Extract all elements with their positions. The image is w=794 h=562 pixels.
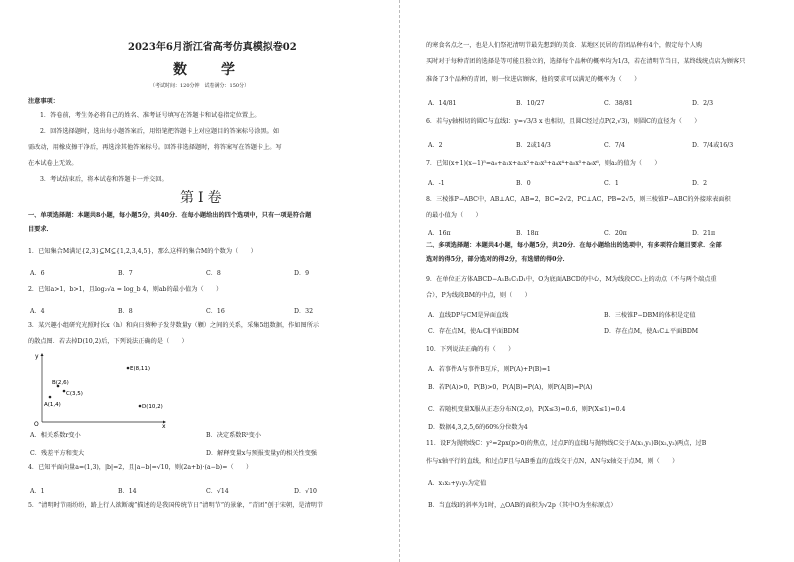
question-8: 的最小值为（ ） — [426, 212, 482, 219]
question-5-start: 5．“清明时节雨纷纷，路上行人欲断魂”描述的是我国传统节日“清明节”的景象，“青团”创于宋朝，是清明节 — [28, 502, 324, 509]
option: C．38/81 — [604, 100, 633, 107]
point-label: E(8,11) — [130, 366, 151, 372]
option: C．7/4 — [604, 142, 625, 149]
question-2: 2．已知a>1，b>1，且log₂√a = log_b 4，则ab的最小值为（ ） — [28, 286, 223, 293]
option: A．相关系数r变小 — [30, 432, 81, 439]
option: D．√10 — [294, 488, 317, 495]
question-11: 作与x轴平行的直线，和过点F且与AB垂直的直线交于点N，AN与x轴交于点M，则（ ） — [426, 458, 679, 465]
option: C．残差平方和变大 — [30, 450, 85, 457]
option: B．当直线l的斜率为1时，△OAB的面积为√2p（其中O为坐标原点） — [428, 502, 617, 509]
scatter-point — [139, 405, 142, 408]
exam-info: （考试时间：120分钟 试卷满分：150分） — [150, 83, 250, 89]
point-label: A(1,4) — [44, 402, 61, 408]
right-page — [400, 0, 794, 562]
part1-heading: 目要求． — [28, 226, 53, 233]
option: A．1 — [30, 488, 45, 495]
option: C．20π — [604, 230, 627, 237]
option: C．存在点M，使A₁C∥平面BDM — [428, 328, 519, 335]
option: A．若事件A与事件B互斥，则P(A)+P(B)=1 — [428, 366, 551, 373]
note-line: 1．答卷前，考生务必将自己的姓名、准考证号填写在答题卡和试卷指定位置上。 — [40, 112, 261, 119]
option: C．16 — [206, 308, 225, 315]
subject-title: 数 学 — [173, 62, 245, 78]
question-4: 4．已知平面向量a=(1,3)，|b|=2，且|a−b|=√10，则(2a+b)·(a−b)=（ ） — [28, 464, 253, 471]
question-1: 1．已知集合M满足{2,3}⊆M⊆{1,2,3,4,5}，那么这样的集合M的个数为（ ） — [28, 248, 257, 255]
question-3: 3．某兴趣小组研究光照时长x（h）和向日葵种子发芽数量y（颗）之间的关系，采集5组数据，作如图所示 — [28, 322, 320, 329]
origin-label: O — [34, 421, 39, 428]
y-axis-label: y — [35, 353, 39, 360]
option: B．若P(A)>0，P(B)>0，P(A|B)=P(A)，则P(A|B)=P(A) — [428, 384, 593, 391]
option: B．决定系数R²变小 — [206, 432, 261, 439]
option: D．2 — [692, 180, 708, 187]
option: A．16π — [428, 230, 451, 237]
exam-title: 2023年6月浙江省高考仿真模拟卷02 — [128, 42, 297, 53]
part2-heading: 选对的得5分，部分选对的得2分，有选错的得0分． — [426, 256, 569, 263]
scatter-point — [127, 367, 130, 370]
scatter-point — [49, 396, 52, 399]
option: D．存在点M，使A₁C⊥平面BDM — [604, 328, 699, 335]
q5-text: 买时对于每种青团的选择是等可能且独立的，选择每个品种的概率均为1/3，若在清明节当日，某终线统点店为顾客只 — [426, 58, 746, 65]
point-label: D(10,2) — [142, 404, 163, 410]
q5-text: 的寒食名点之一，也是人们祭祀清明节最先想到的美食．某地区民居的青团品种有4个，假定每个人购 — [426, 42, 703, 49]
note-line: 2．回答选择题时，选出每小题答案后，用铅笔把答题卡上对应题目的答案标号涂黑。如 — [40, 128, 280, 135]
option: D．32 — [294, 308, 314, 315]
question-11: 11．设F为抛物线C：y²=2px(p>0)的焦点，过点F的直线l与抛物线C交于A(x₁,y₁)B(x₂,y₂)两点，过B — [426, 440, 707, 447]
option: D．数据4,3,2,5,6的60%分位数为4 — [428, 424, 528, 431]
point-label: B(2,6) — [52, 380, 69, 386]
note-line: 需改动，用橡皮擦干净后，再选涂其他答案标号。回答非选择题时，将答案写在答题卡上。写 — [28, 144, 282, 151]
option: A．4 — [30, 308, 45, 315]
x-axis-label: x — [162, 423, 166, 428]
option: A．14/81 — [428, 100, 457, 107]
q5-text: 准备了3个品种的青团，则一位进店顾客，他的要求可以满足的概率为（ ） — [426, 76, 641, 83]
option: A．6 — [30, 270, 45, 277]
option: B．7 — [118, 270, 133, 277]
option: A．-1 — [428, 180, 445, 187]
scatter-plot — [28, 352, 168, 428]
option: A．x₁x₂+y₁y₂为定值 — [428, 480, 487, 487]
option: A．2 — [428, 142, 443, 149]
option: D．2/3 — [692, 100, 714, 107]
option: B．10/27 — [516, 100, 545, 107]
question-3: 的散点图．若去掉D(10,2)后，下列说法正确的是（ ） — [28, 338, 188, 345]
option: C．1 — [604, 180, 619, 187]
part1-heading: 一、单项选择题：本题共8小题，每小题5分，共40分．在每小题给出的四个选项中，只有一项是符合题 — [28, 212, 312, 219]
option: A．直线DP与CM是异面直线 — [428, 312, 509, 319]
notes-title: 注意事项： — [28, 98, 59, 105]
section-title: 第Ⅰ卷 — [180, 190, 226, 206]
option: C．√14 — [206, 488, 229, 495]
option: D．9 — [294, 270, 310, 277]
option: B．8 — [118, 308, 133, 315]
question-9: 合），P为线段BM的中点，则（ ） — [426, 292, 531, 299]
note-line: 3．考试结束后，将本试卷和答题卡一并交回。 — [40, 176, 168, 183]
question-7: 7．已知(x+1)(x−1)⁵=a₀+a₁x+a₂x²+a₃x³+a₄x⁴+a₅x⁵+a₆x⁶，则a₂的值为（ ） — [426, 160, 661, 167]
option: B．18π — [516, 230, 539, 237]
point-label: C(3,5) — [66, 391, 83, 397]
option: B．2或14/3 — [516, 142, 551, 149]
option: D．21π — [692, 230, 716, 237]
option: C．若随机变量X服从正态分布N(2,σ)，P(X≤3)=0.6，则P(X≤1)=0.4 — [428, 406, 626, 413]
option: C．8 — [206, 270, 221, 277]
option: D．解释变量x与预报变量y的相关性变强 — [206, 450, 317, 457]
option: D．7/4或16/3 — [692, 142, 734, 149]
option: B．三棱锥P−DBM的体积是定值 — [604, 312, 696, 319]
question-9: 9．在单位正方体ABCD−A₁B₁C₁D₁中，O为底面ABCD的中心，M为线段CC₁上的动点（不与两个端点重 — [426, 276, 717, 283]
part2-heading: 二、多项选择题：本题共4小题，每小题5分，共20分．在每小题给出的选项中，有多项符合题目要求．全部 — [426, 242, 722, 249]
option: B．0 — [516, 180, 531, 187]
note-line: 在本试卷上无效。 — [28, 160, 78, 167]
question-6: 6．若与y轴相切的圆C与直线l：y=√3/3 x 也相切，且圆C经过点P(2,√3)，则圆C的直径为（ ） — [426, 118, 701, 125]
scatter-point — [63, 390, 66, 393]
question-10: 10．下列说法正确的有（ ） — [426, 346, 515, 353]
question-8: 8．三棱锥P−ABC中，AB⊥AC，AB=2，BC=2√2，PC⊥AC，PB=2√5，则三棱锥P−ABC的外接球表面积 — [426, 196, 731, 203]
option: B．14 — [118, 488, 137, 495]
